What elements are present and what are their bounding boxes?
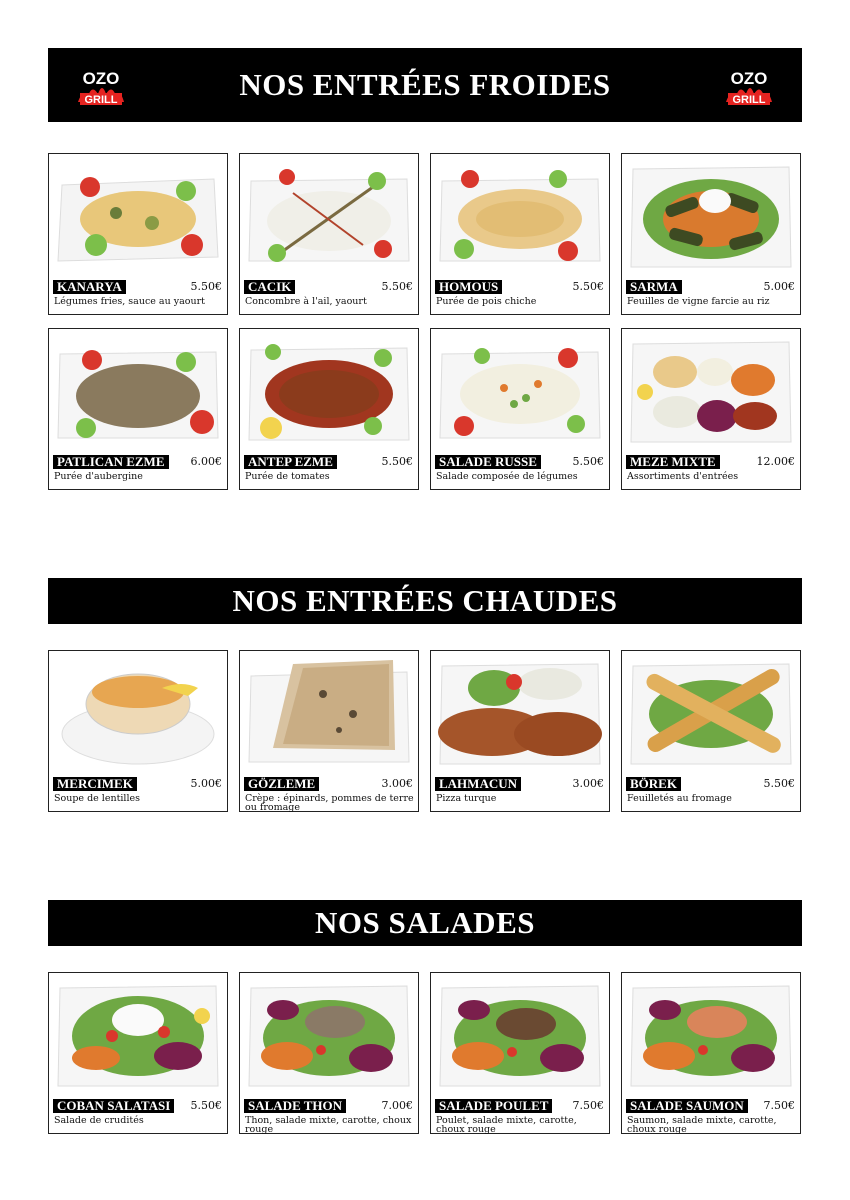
dish-price: 3.00€ xyxy=(572,777,604,790)
menu-item-card[interactable] xyxy=(621,328,801,490)
dish-description: Assortiments d'entrées xyxy=(627,471,739,482)
dish-name: BÖREK xyxy=(626,777,681,791)
dish-name: SALADE THON xyxy=(244,1099,346,1113)
dish-photo xyxy=(625,654,797,772)
dish-price: 3.00€ xyxy=(381,777,413,790)
dish-photo xyxy=(625,157,797,275)
dish-description: Saumon, salade mixte, carotte, choux rouge xyxy=(627,1115,777,1135)
dish-price: 5.50€ xyxy=(381,280,413,293)
dish-price: 5.00€ xyxy=(190,777,222,790)
dish-name: MERCIMEK xyxy=(53,777,137,791)
dish-name: KANARYA xyxy=(53,280,126,294)
section-banner-salads xyxy=(48,900,802,946)
dish-description: Feuilles de vigne farcie au riz xyxy=(627,296,770,307)
menu-item-card[interactable] xyxy=(48,650,228,812)
dish-photo xyxy=(243,157,415,275)
dish-description: Poulet, salade mixte, carotte, choux rouge xyxy=(436,1115,577,1135)
dish-photo xyxy=(52,654,224,772)
dish-price: 12.00€ xyxy=(756,455,795,468)
dish-photo xyxy=(434,332,606,450)
section-banner-hot-starters xyxy=(48,578,802,624)
section-title: NOS ENTRÉES CHAUDES xyxy=(232,583,618,618)
dish-price: 5.50€ xyxy=(572,455,604,468)
dish-price: 5.50€ xyxy=(572,280,604,293)
ozo-grill-logo xyxy=(720,60,778,110)
menu-item-card[interactable] xyxy=(48,972,228,1134)
svg-text:OZO: OZO xyxy=(82,69,120,88)
svg-text:OZO: OZO xyxy=(730,69,768,88)
dish-price: 5.50€ xyxy=(190,280,222,293)
dish-name: GÖZLEME xyxy=(244,777,319,791)
menu-item-card[interactable] xyxy=(430,153,610,315)
dish-photo xyxy=(52,976,224,1094)
dish-photo xyxy=(243,332,415,450)
menu-item-card[interactable] xyxy=(430,972,610,1134)
menu-item-card[interactable] xyxy=(430,650,610,812)
dish-description: Légumes fries, sauce au yaourt xyxy=(54,296,205,307)
dish-name: SALADE RUSSE xyxy=(435,455,541,469)
menu-item-card[interactable] xyxy=(239,328,419,490)
dish-description: Crèpe : épinards, pommes de terre ou fromage xyxy=(245,793,414,813)
dish-photo xyxy=(434,976,606,1094)
dish-description: Pizza turque xyxy=(436,793,497,804)
menu-item-card[interactable] xyxy=(48,328,228,490)
dish-photo xyxy=(52,157,224,275)
dish-photo xyxy=(434,157,606,275)
dish-name: SARMA xyxy=(626,280,682,294)
menu-item-card[interactable] xyxy=(430,328,610,490)
dish-price: 5.50€ xyxy=(381,455,413,468)
dish-price: 7.50€ xyxy=(572,1099,604,1112)
dish-description: Salade de crudités xyxy=(54,1115,144,1126)
menu-item-card[interactable] xyxy=(621,972,801,1134)
svg-text:GRILL: GRILL xyxy=(84,94,118,106)
dish-description: Feuilletés au fromage xyxy=(627,793,732,804)
dish-description: Purée de tomates xyxy=(245,471,330,482)
dish-price: 7.00€ xyxy=(381,1099,413,1112)
dish-description: Soupe de lentilles xyxy=(54,793,141,804)
dish-photo xyxy=(52,332,224,450)
menu-item-card[interactable] xyxy=(621,650,801,812)
dish-photo xyxy=(243,654,415,772)
menu-item-card[interactable] xyxy=(48,153,228,315)
dish-description: Salade composée de légumes xyxy=(436,471,578,482)
menu-item-card[interactable] xyxy=(621,153,801,315)
section-banner-cold-starters xyxy=(48,48,802,122)
dish-photo xyxy=(625,976,797,1094)
dish-photo xyxy=(434,654,606,772)
dish-price: 7.50€ xyxy=(763,1099,795,1112)
dish-description: Purée de pois chiche xyxy=(436,296,537,307)
menu-item-card[interactable] xyxy=(239,153,419,315)
menu-item-card[interactable] xyxy=(239,972,419,1134)
menu-item-card[interactable] xyxy=(239,650,419,812)
dish-name: ANTEP EZME xyxy=(244,455,337,469)
dish-name: PATLICAN EZME xyxy=(53,455,169,469)
dish-name: HOMOUS xyxy=(435,280,502,294)
dish-name: SALADE POULET xyxy=(435,1099,552,1113)
svg-text:GRILL: GRILL xyxy=(732,94,766,106)
dish-price: 6.00€ xyxy=(190,455,222,468)
section-title: NOS SALADES xyxy=(315,905,535,940)
dish-description: Purée d'aubergine xyxy=(54,471,143,482)
section-title: NOS ENTRÉES FROIDES xyxy=(239,67,611,102)
dish-name: CACIK xyxy=(244,280,295,294)
dish-price: 5.50€ xyxy=(190,1099,222,1112)
dish-description: Concombre à l'ail, yaourt xyxy=(245,296,367,307)
dish-price: 5.00€ xyxy=(763,280,795,293)
dish-photo xyxy=(243,976,415,1094)
dish-price: 5.50€ xyxy=(763,777,795,790)
dish-photo xyxy=(625,332,797,450)
dish-name: MEZE MIXTE xyxy=(626,455,720,469)
ozo-grill-logo xyxy=(72,60,130,110)
dish-name: COBAN SALATASI xyxy=(53,1099,174,1113)
dish-description: Thon, salade mixte, carotte, choux rouge xyxy=(245,1115,412,1135)
dish-name: LAHMACUN xyxy=(435,777,521,791)
dish-name: SALADE SAUMON xyxy=(626,1099,748,1113)
